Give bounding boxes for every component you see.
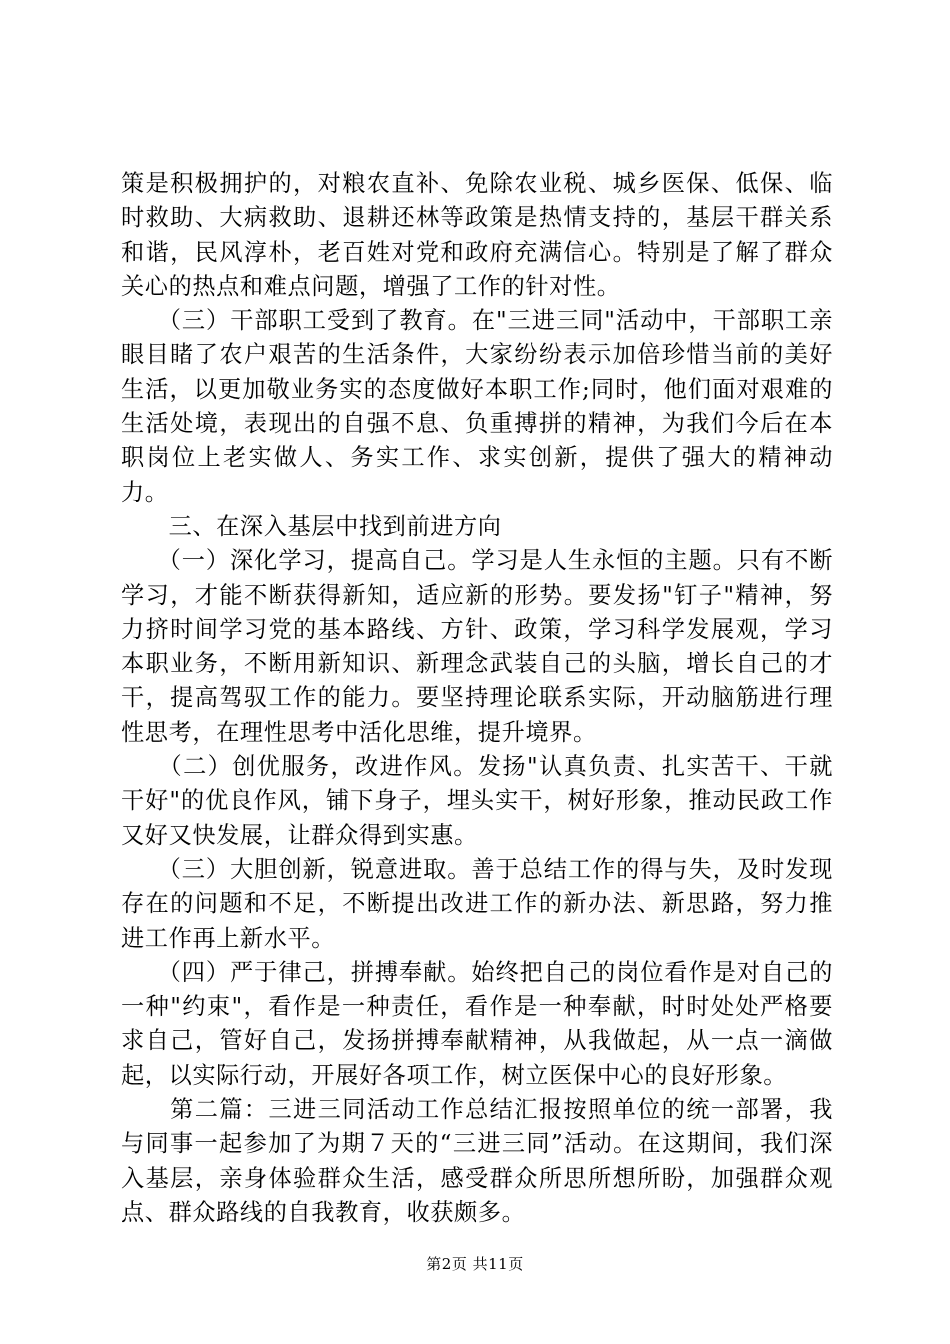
paragraph-continuation: 策是积极拥护的，对粮农直补、免除农业税、城乡医保、低保、临时救助、大病救助、退耕还林等政策是热情支持的，基层干群关系和谐，民风淳朴，老百姓对党和政府充满信心。特别是了解了群众关心的热点和难点问题，增强了工作的针对性。 (121, 170, 833, 300)
document-body (121, 167, 833, 1230)
paragraph-service: （二）创优服务，改进作风。发扬"认真负责、扎实苦干、干就干好"的优良作风，铺下身子，埋头实干，树好形象，推动民政工作又好又快发展，让群众得到实惠。 (121, 753, 833, 849)
paragraph-study: （一）深化学习，提高自己。学习是人生永恒的主题。只有不断学习，才能不断获得新知，适应新的形势。要发扬"钉子"精神，努力挤时间学习党的基本路线、方针、政策，学习科学发展观，学习本职业务，不断用新知识、新理念武装自己的头脑，增长自己的才干，提高驾驭工作的能力。要坚持理论联系实际，开动脑筋进行理性思考，在理性思考中活化思维，提升境界。 (121, 547, 833, 746)
paragraph-innovation: （三）大胆创新，锐意进取。善于总结工作的得与失，及时发现存在的问题和不足，不断提出改进工作的新办法、新思路，努力推进工作再上新水平。 (121, 855, 833, 952)
paragraph-second-article: 第二篇：三进三同活动工作总结汇报按照单位的统一部署，我与同事一起参加了为期７天的“三进三同”活动。在这期间，我们深入基层，亲身体验群众生活，感受群众所思所想所盼，加强群众观点、群众路线的自我教育，收获颇多。 (121, 1096, 833, 1226)
paragraph-section-3-education: （三）干部职工受到了教育。在"三进三同"活动中，干部职工亲眼目睹了农户艰苦的生活条件，大家纷纷表示加倍珍惜当前的美好生活，以更加敬业务实的态度做好本职工作;同时，他们面对艰难的生活处境，表现出的自强不息、负重搏拼的精神，为我们今后在本职岗位上老实做人、务实工作、求实创新，提供了强大的精神动力。 (121, 307, 833, 506)
paragraph-discipline: （四）严于律己，拼搏奉献。始终把自己的岗位看作是对自己的一种"约束"，看作是一种责任，看作是一种奉献，时时处处严格要求自己，管好自己，发扬拼搏奉献精神，从我做起，从一点一滴做起，以实际行动，开展好各项工作，树立医保中心的良好形象。 (121, 958, 833, 1089)
page-number-footer: 第2页 共11页 (426, 1255, 524, 1273)
section-heading-3: 三、在深入基层中找到前进方向 (121, 512, 502, 540)
